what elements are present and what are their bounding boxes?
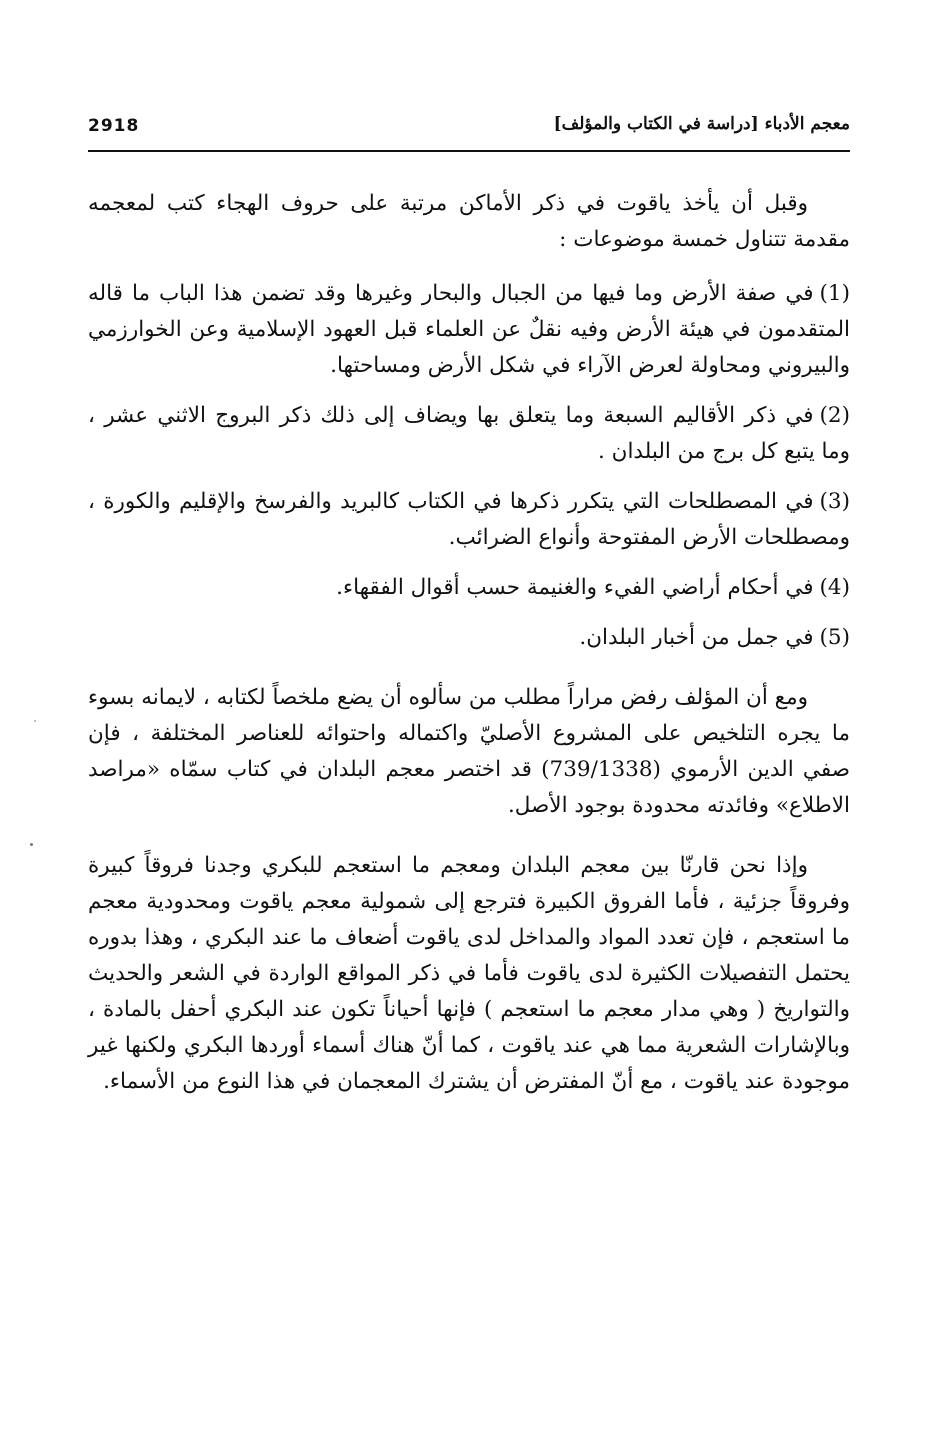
- list-item: [88, 398, 850, 470]
- item-number: (5): [819, 625, 850, 650]
- item-text: في ذكر الأقاليم السبعة وما يتعلق بها ويضاف إلى ذلك ذكر البروج الاثني عشر ، وما يتبع كل برج من البلدان .: [88, 403, 850, 464]
- intro-paragraph: وقبل أن يأخذ ياقوت في ذكر الأماكن مرتبة على حروف الهجاء كتب لمعجمه مقدمة تتناول خمسة موضوعات :: [88, 191, 850, 252]
- item-text: في جمل من أخبار البلدان.: [579, 625, 814, 650]
- list-item: [88, 570, 850, 606]
- item-number: (3): [819, 489, 850, 514]
- page-header: [88, 114, 850, 152]
- item-number: (2): [819, 403, 850, 428]
- paragraph-abridgement: ومع أن المؤلف رفض مراراً مطلب من سألوه أن يضع ملخصاً لكتابه ، لايمانه بسوء ما يجره التلخيص على المشروع الأصليّ واكتماله واحتوائه للعناصر المختلفة ، فإن صفي الدين الأرموي (739/1338) قد اختصر معجم البلدان في كتاب سمّاه «مراصد الاطلاع» وفائدته محدودة بوجود الأصل.: [88, 685, 850, 818]
- running-title: معجم الأدباء [دراسة في الكتاب والمؤلف]: [553, 114, 850, 134]
- item-text: في أحكام أراضي الفيء والغنيمة حسب أقوال الفقهاء.: [336, 575, 814, 600]
- list-item: [88, 620, 850, 656]
- margin-speck: [30, 843, 33, 846]
- paragraph-comparison: وإذا نحن قارنّا بين معجم البلدان ومعجم ما استعجم للبكري وجدنا فروقاً كبيرة وفروقاً جزئية ، فأما الفروق الكبيرة فترجع إلى شمولية معجم ياقوت ومحدودية معجم ما استعجم ، فإن تعدد المواد والمداخل لدى ياقوت أضعاف ما عند البكري ، وهذا بدوره يحتمل التفصيلات الكثيرة لدى ياقوت فأما في ذكر المواقع الواردة في الشعر والحديث والتواريخ ( وهي مدار معجم ما استعجم ) فإنها أحياناً تكون عند البكري أحفل بالمادة ، وبالإشارات الشعرية مما هي عند ياقوت ، كما أنّ هناك أسماء أوردها البكري ولكنها غير موجودة عند ياقوت ، مع أنّ المفترض أن يشترك المعجمان في هذا النوع من الأسماء.: [88, 853, 850, 1094]
- item-text: في المصطلحات التي يتكرر ذكرها في الكتاب كالبريد والفرسخ والإقليم والكورة ، ومصطلحات الأرض المفتوحة وأنواع الضرائب.: [88, 489, 850, 550]
- page-number: 2918: [88, 116, 140, 136]
- item-number: (1): [819, 281, 850, 306]
- list-item: [88, 484, 850, 556]
- margin-speck: [34, 720, 36, 722]
- main-text: [88, 186, 850, 1114]
- list-item: [88, 276, 850, 384]
- item-number: (4): [819, 575, 850, 600]
- item-text: في صفة الأرض وما فيها من الجبال والبحار وغيرها وقد تضمن هذا الباب ما قاله المتقدمون في هيئة الأرض وفيه نقلٌ عن العلماء قبل العهود الإسلامية وعن الخوارزمي والبيروني ومحاولة لعرض الآراء في شكل الأرض ومساحتها.: [88, 281, 850, 378]
